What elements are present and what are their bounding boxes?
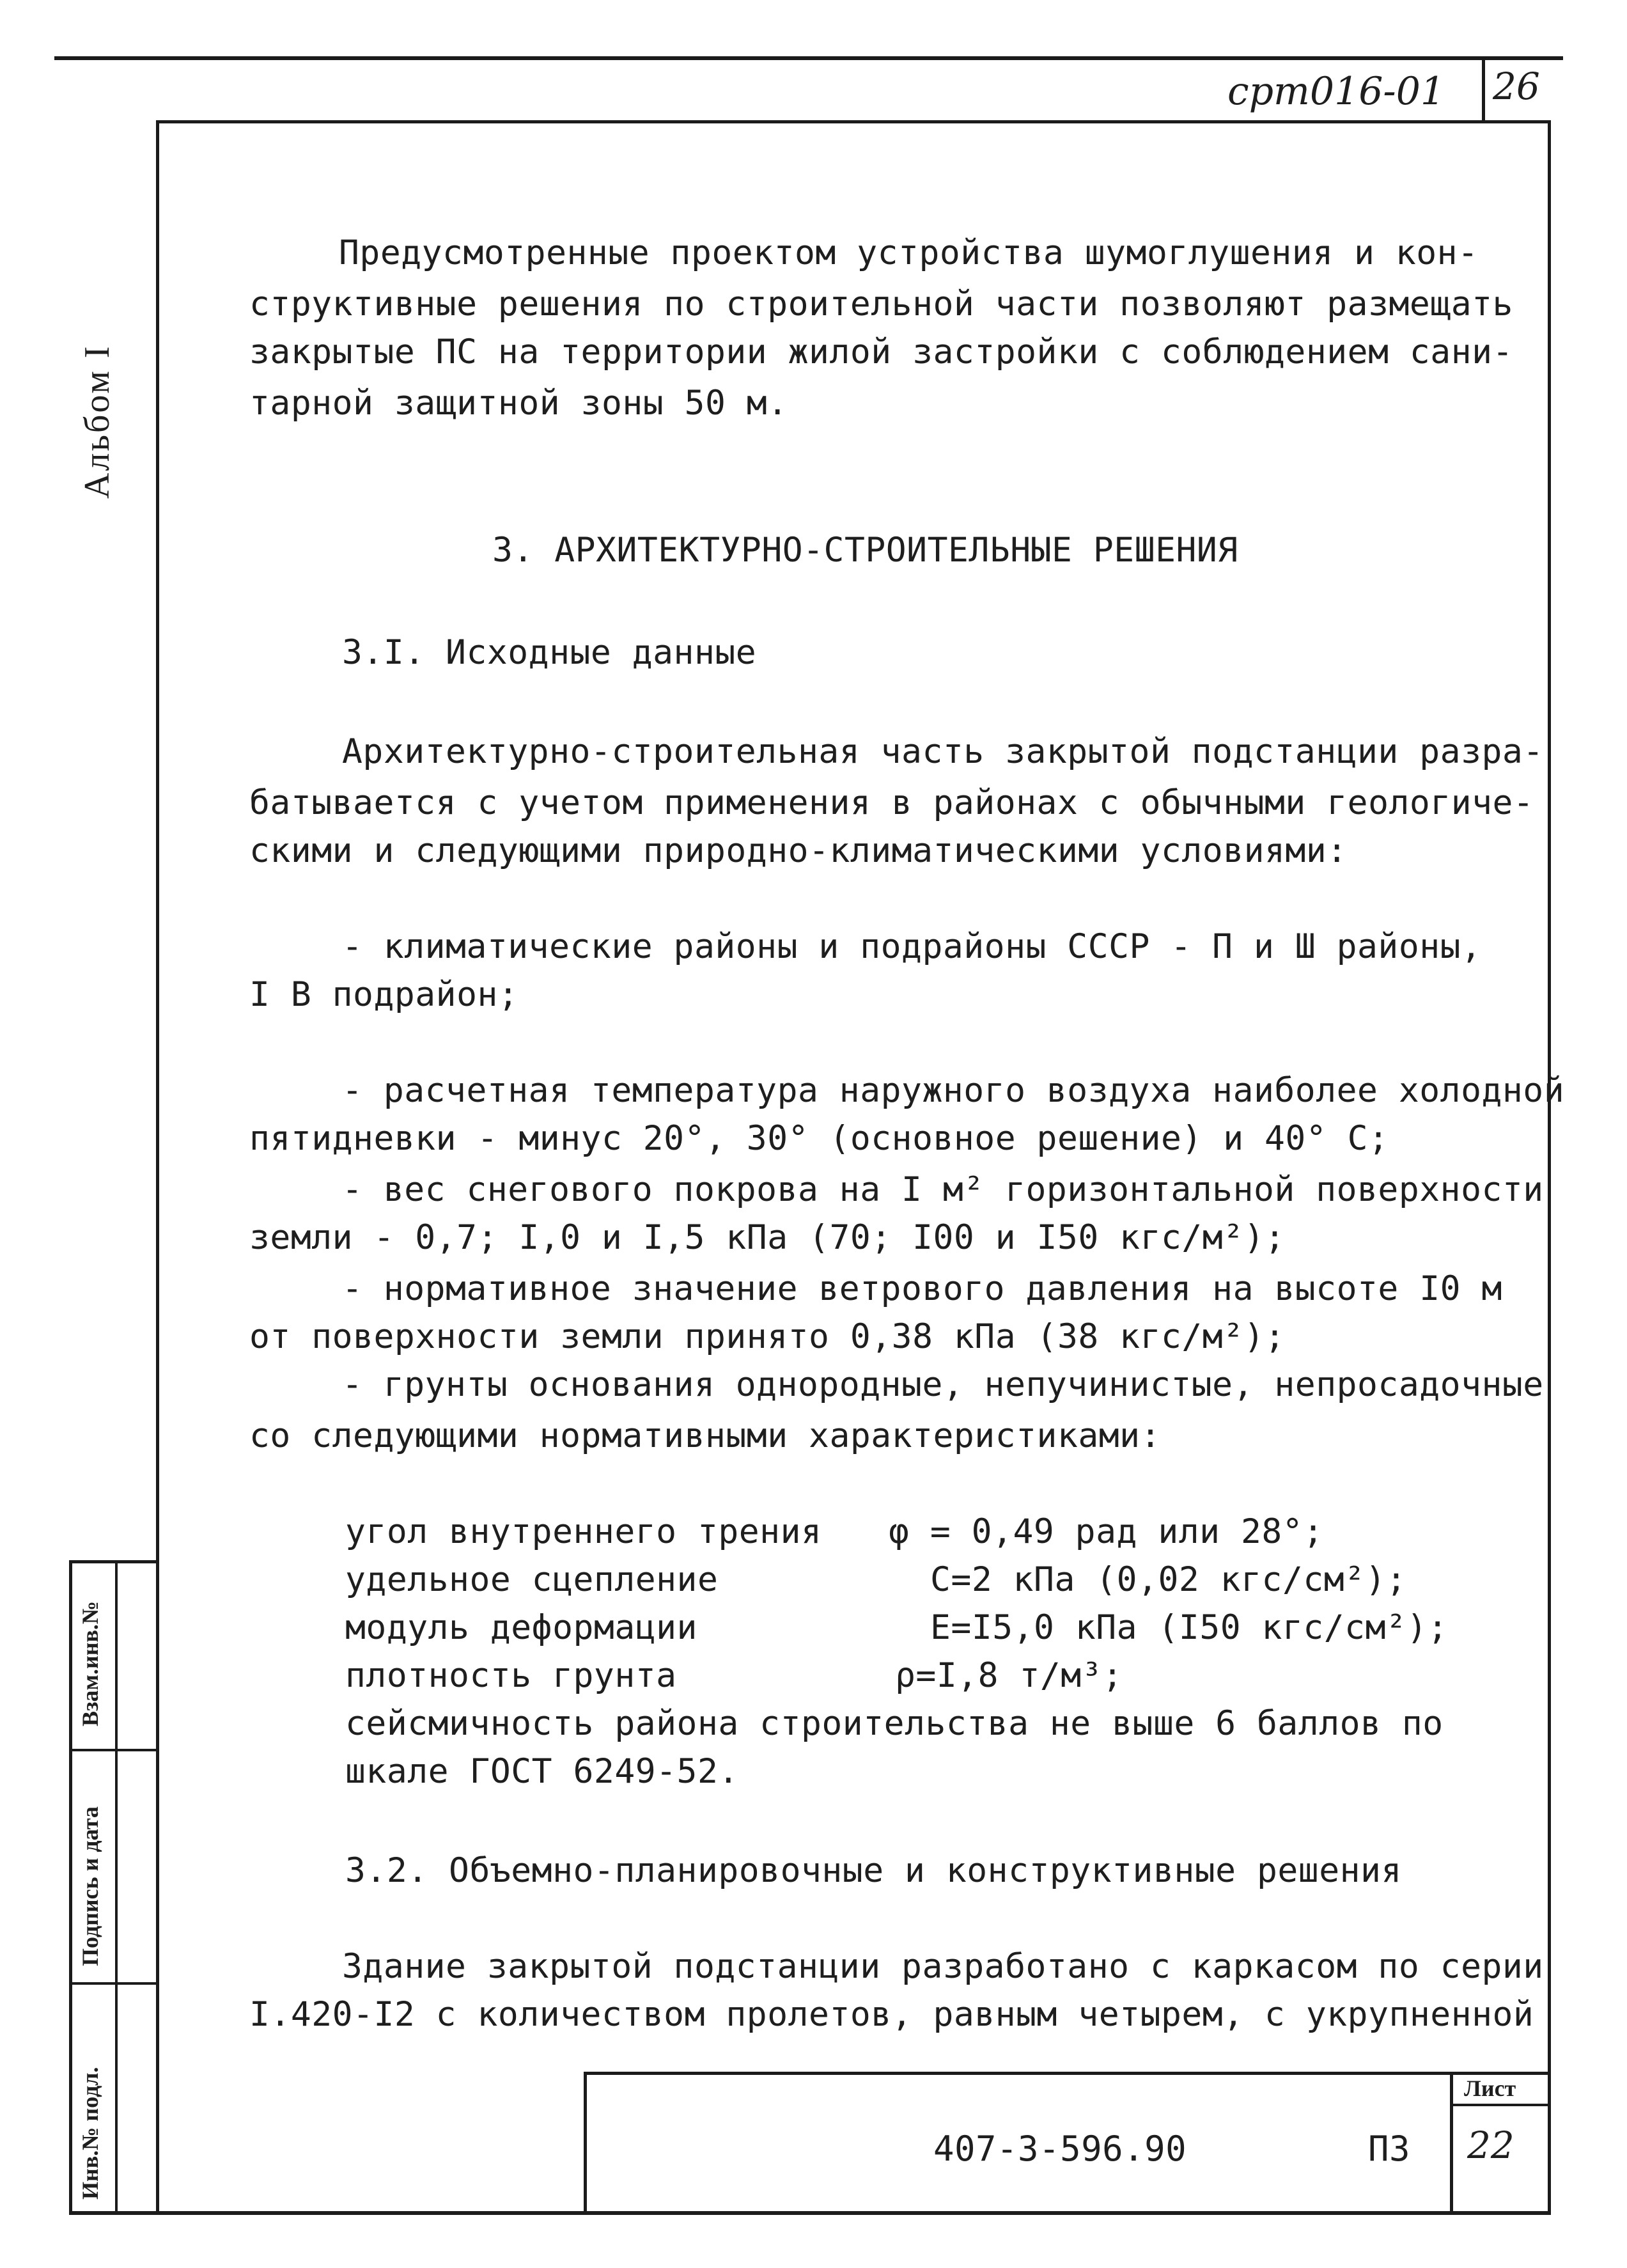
snow-line-1: - вес снегового покрова на I м² горизонтальной поверхности (342, 1170, 1544, 1209)
frame-right (1548, 123, 1551, 2214)
p2-line-2: I.420-I2 с количеством пролетов, равным четырем, с укрупненной (249, 1995, 1534, 2034)
p1-line-1: Архитектурно-строительная часть закрытой подстанции разра- (342, 732, 1544, 771)
frame-top (157, 120, 1551, 123)
temp-line-2: пятидневки - минус 20°, 30° (основное решение) и 40° С; (249, 1119, 1389, 1158)
wind-line-1: - нормативное значение ветрового давления на высоте I0 м (342, 1269, 1502, 1308)
section-title: 3. АРХИТЕКТУРНО-СТРОИТЕЛЬНЫЕ РЕШЕНИЯ (492, 531, 1238, 570)
archive-code: срт016-01 (1227, 69, 1445, 114)
p2-line-1: Здание закрытой подстанции разработано с каркасом по серии (342, 1947, 1544, 1986)
seismic-line-2: шкале ГОСТ 6249-52. (345, 1752, 739, 1791)
document-code: 407-3-596.90 (933, 2129, 1187, 2169)
frame-bottom (69, 2211, 1551, 2215)
prop-value: С=2 кПа (0,02 кгс/см²); (930, 1560, 1407, 1599)
soil-line-1: - грунты основания однородные, непучинистые, непросадочные (342, 1365, 1544, 1404)
frame-left (156, 120, 159, 2214)
stamp-cell-signature: Подпись и дата (77, 1806, 103, 1966)
sheet-label: Лист (1464, 2076, 1516, 2101)
subsection-2-title: 3.2. Объемно-планировочные и конструктивные решения (345, 1851, 1402, 1890)
prop-label: модуль деформации (345, 1608, 697, 1647)
prop-value: ρ=I,8 т/м³; (895, 1656, 1123, 1695)
prop-label: плотность грунта (345, 1656, 677, 1695)
top-rule (54, 56, 1563, 60)
subsection-1-title: 3.I. Исходные данные (342, 633, 757, 672)
document-type: ПЗ (1368, 2129, 1411, 2169)
climate-line-2: I В подрайон; (249, 975, 519, 1014)
climate-line-1: - климатические районы и подрайоны СССР - П и Ш районы, (342, 927, 1482, 966)
top-sheet-number: 26 (1493, 65, 1540, 108)
soil-line-2: со следующими нормативными характеристиками: (249, 1416, 1161, 1455)
album-label: Альбом I (77, 344, 117, 499)
stamp-cell-original: Инв.№ подл. (77, 2067, 103, 2200)
wind-line-2: от поверхности земли принято 0,38 кПа (38 кгс/м²); (249, 1317, 1286, 1356)
temp-line-1: - расчетная температура наружного воздуха наиболее холодной (342, 1071, 1565, 1110)
intro-line-3: закрытые ПС на территории жилой застройки с соблюдением сани- (249, 332, 1513, 371)
prop-label: угол внутреннего трения (345, 1512, 822, 1551)
seismic-line-1: сейсмичность района строительства не выше 6 баллов по (345, 1704, 1444, 1743)
intro-line-1: Предусмотренные проектом устройства шумоглушения и кон- (339, 233, 1479, 272)
intro-line-4: тарной защитной зоны 50 м. (249, 384, 788, 423)
p1-line-2: батывается с учетом применения в районах с обычными геологиче- (249, 783, 1534, 822)
snow-line-2: земли - 0,7; I,0 и I,5 кПа (70; I00 и I50 кгс/м²); (249, 1218, 1286, 1257)
p1-line-3: скими и следующими природно-климатическими условиями: (249, 831, 1348, 870)
header-divider (1482, 56, 1485, 121)
stamp-cell-replace: Взам.инв.№ (77, 1600, 103, 1726)
intro-line-2: структивные решения по строительной части позволяют размещать (249, 285, 1513, 324)
prop-value: φ = 0,49 рад или 28°; (889, 1512, 1324, 1551)
sheet-number: 22 (1467, 2123, 1514, 2167)
prop-label: удельное сцепление (345, 1560, 719, 1599)
prop-value: Е=I5,0 кПа (I50 кгс/см²); (930, 1608, 1449, 1647)
